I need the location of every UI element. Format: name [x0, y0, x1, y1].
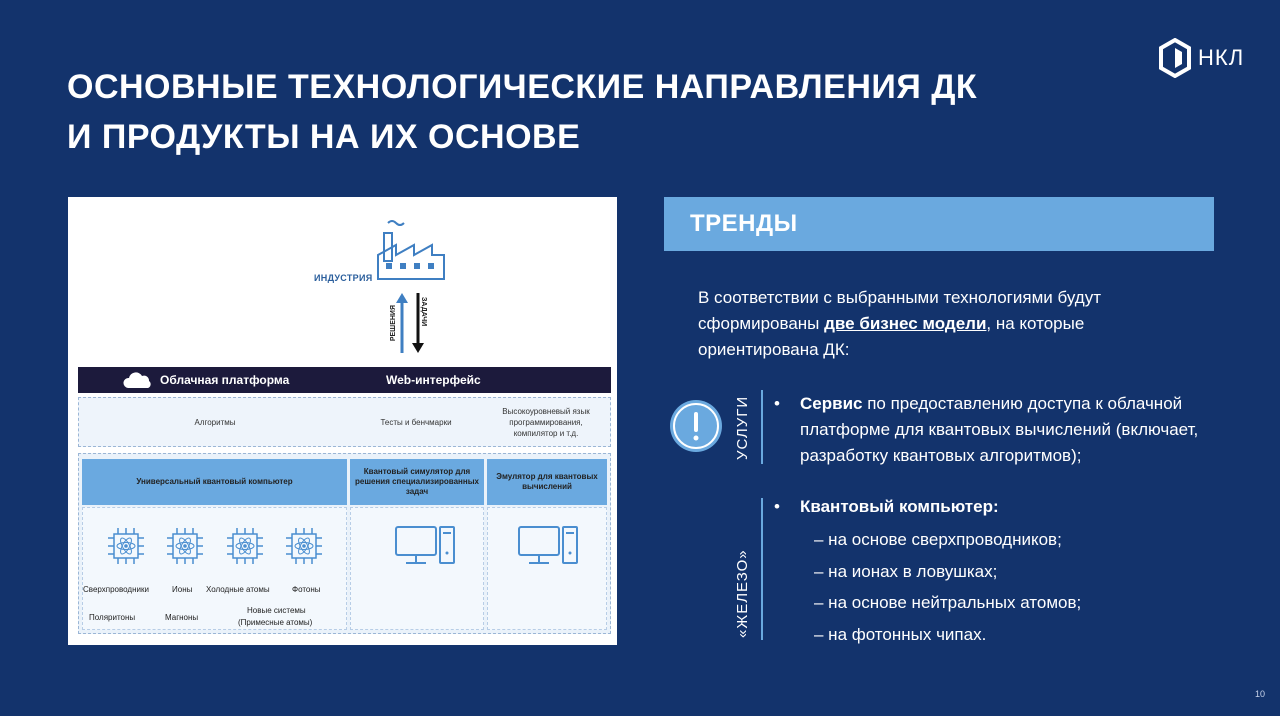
- page-number: 10: [1255, 689, 1266, 699]
- qubit-type-label: Магноны: [165, 613, 199, 622]
- qubit-type-label: Новые системы: [247, 606, 306, 615]
- industry-label: ИНДУСТРИЯ: [314, 273, 373, 283]
- trends-header-label: ТРЕНДЫ: [690, 210, 798, 237]
- language-cell: Высокоуровневый язык программирования, компилятор и т.д.: [502, 406, 590, 438]
- computer-icon: [517, 523, 581, 573]
- logo-text: НКЛ: [1198, 45, 1245, 70]
- cloud-platform-label: Облачная платформа: [160, 373, 290, 387]
- hardware-bullet: [774, 494, 999, 520]
- chip-atom-icon: [225, 526, 265, 566]
- architecture-diagram: [68, 197, 617, 645]
- service-title: Сервис: [800, 394, 863, 413]
- bullet-dot: •: [774, 497, 780, 516]
- hardware-item: – на ионах в ловушках;: [814, 562, 998, 581]
- qubit-type-label: Сверхпроводники: [83, 585, 149, 594]
- services-divider: [761, 390, 763, 464]
- intro-highlight: две бизнес модели: [824, 314, 987, 333]
- qubit-type-label: Холодные атомы: [206, 585, 270, 594]
- trends-header: [664, 197, 1214, 251]
- title-line-1: ОСНОВНЫЕ ТЕХНОЛОГИЧЕСКИЕ НАПРАВЛЕНИЯ ДК: [67, 68, 978, 106]
- qc-title: Квантовый компьютер:: [800, 497, 999, 516]
- chip-atom-icon: [106, 526, 146, 566]
- computer-icon: [394, 523, 458, 573]
- intro-text-end: , на которые ориентирована ДК:: [698, 314, 1085, 359]
- exclamation-icon: [670, 400, 722, 452]
- factory-icon: [374, 215, 446, 281]
- services-label: УСЛУГИ: [734, 395, 751, 460]
- hardware-divider: [761, 498, 763, 640]
- bullet-dot: •: [774, 394, 780, 413]
- simulator-header: Квантовый симулятор для решения специализированных задач: [350, 459, 484, 505]
- hardware-label: «ЖЕЛЕЗО»: [734, 549, 751, 638]
- hardware-item: – на основе нейтральных атомов;: [814, 593, 1082, 612]
- tests-cell: Тесты и бенчмарки: [380, 417, 452, 427]
- tasks-label: ЗАДАЧИ: [420, 297, 427, 327]
- hardware-item: – на фотонных чипах.: [814, 625, 987, 644]
- cloud-icon: [122, 371, 154, 389]
- logo: [1158, 36, 1250, 80]
- qubit-type-label: Ионы: [172, 585, 193, 594]
- solutions-label: РЕШЕНИЯ: [390, 305, 397, 342]
- algorithms-cell: Алгоритмы: [194, 417, 236, 427]
- service-text: по предоставлению доступа к облачной платформе для квантовых вычислений (включает, разработку квантовых алгоритмов);: [800, 394, 1199, 465]
- hardware-item: – на основе сверхпроводников;: [814, 530, 1062, 549]
- emulator-header: Эмулятор для квантовых вычислений: [487, 459, 607, 505]
- service-bullet: [774, 391, 1220, 469]
- chip-atom-icon: [284, 526, 324, 566]
- chip-atom-icon: [165, 526, 205, 566]
- web-interface-label: Web-интерфейс: [386, 373, 481, 387]
- intro-text: В соответствии с выбранными технологиями будут сформированы: [698, 288, 1101, 333]
- qubit-type-label: Фотоны: [292, 585, 321, 594]
- universal-qc-header: Универсальный квантовый компьютер: [82, 459, 347, 505]
- title-line-2: И ПРОДУКТЫ НА ИХ ОСНОВЕ: [67, 118, 581, 156]
- qubit-type-label: Поляритоны: [89, 613, 136, 622]
- page-title: [67, 62, 977, 162]
- hexagon-logo-icon: [1158, 38, 1192, 78]
- trends-intro: [698, 285, 1168, 363]
- cloud-platform-bar: [78, 367, 611, 393]
- software-row: [78, 397, 611, 447]
- qubit-type-label: (Примесные атомы): [238, 618, 313, 627]
